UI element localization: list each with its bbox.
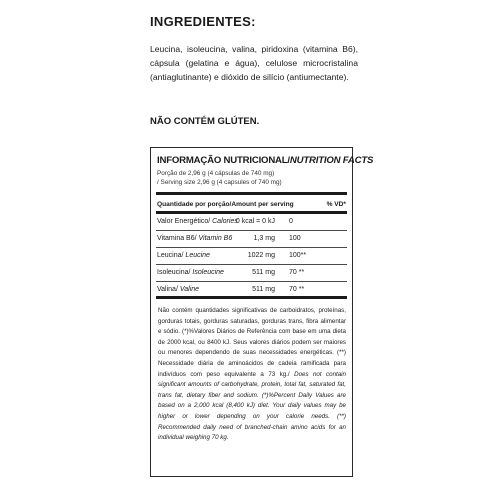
nutrient-amount: 511 mg [252,269,275,276]
ingredients-text: Leucina, isoleucina, valina, piridoxina (vitamina B6), cápsula (gelatina e água), celulose microcristalina (antiaglutinante) e dióxido de silício (antiumectante). [150,44,358,82]
nutrient-name: Vitamina B6/ Vitamin B6 [157,235,233,242]
table-header [157,199,346,211]
nutrition-title-en: NUTRITION FACTS [289,155,374,166]
footnote [158,306,346,444]
thick-divider-bottom [156,296,347,299]
nutrient-name: Isoleucina/ Isoleucine [157,269,224,276]
nutrient-amount: 511 mg [252,286,275,293]
nutrient-amount: 1,3 mg [253,235,275,242]
amount-header: Quantidade por porção/Amount per serving [157,201,294,208]
table-row-calories [156,214,347,231]
serving-size [157,169,282,187]
nutrition-title-pt: INFORMAÇÃO NUTRICIONAL/ [157,155,290,166]
nutrient-table [156,214,347,298]
gluten-notice: NÃO CONTÉM GLÚTEN. [150,116,260,127]
nutrient-name: Valina/ Valine [157,286,200,293]
nutrient-amount: 1022 mg [247,252,275,259]
nutrient-name: Valor Energético/ Calories [157,218,238,225]
nutrition-facts-panel [150,147,374,477]
nutrient-daily-value: 100 [289,235,301,242]
nutrition-title [157,155,373,166]
serving-size-en: / Serving size 2,96 g (4 capsules of 740 mg) [157,179,282,186]
table-row-leucine [156,248,347,265]
nutrient-daily-value: 100** [289,252,307,259]
nutrient-daily-value: 70 ** [289,269,305,276]
daily-value-header: % VD* [326,201,346,208]
serving-size-pt: Porção de 2,96 g (4 cápsulas de 740 mg) [157,170,275,177]
nutrient-amount: 0 kcal = 0 kJ [235,218,275,225]
ingredients-title: INGREDIENTES: [150,14,256,29]
footnote-en: Does not contain significant amounts of carbohydrate, protein, total fat, saturated fat, trans fat, dietary fiber and sodium. (*)%Percent Daily Values are based on a 2,000 kcal (8,400 kJ) diet. Your daily values may be higher or lower depending on your calorie needs. (**) Recommended daily need of branched-chain amino acids for an individual weighing 70 kg. [158,370,346,442]
nutrient-daily-value: 0 [289,218,293,225]
nutrient-daily-value: 70 ** [289,286,305,293]
footnote-pt: Não contém quantidades significativas de carboidratos, proteínas, gorduras totais, gorduras saturadas, gorduras trans, fibra alimentar e sódio. (*)%Valores Diários de Referência com base em uma dieta de 2000 kcal, ou 8400 kJ. Seus valores diários podem ser maiores ou menores dependendo de suas necessidades energéticas. (**) Necessidade diária de aminoácidos de cadeia ramificada para indivíduos com peso equivalente a 73 kg./ [158,307,346,378]
thick-divider-top [156,192,347,195]
table-row-isoleucine [156,265,347,282]
table-row-vitamin-b6 [156,231,347,248]
nutrient-name: Leucina/ Leucine [157,252,210,259]
